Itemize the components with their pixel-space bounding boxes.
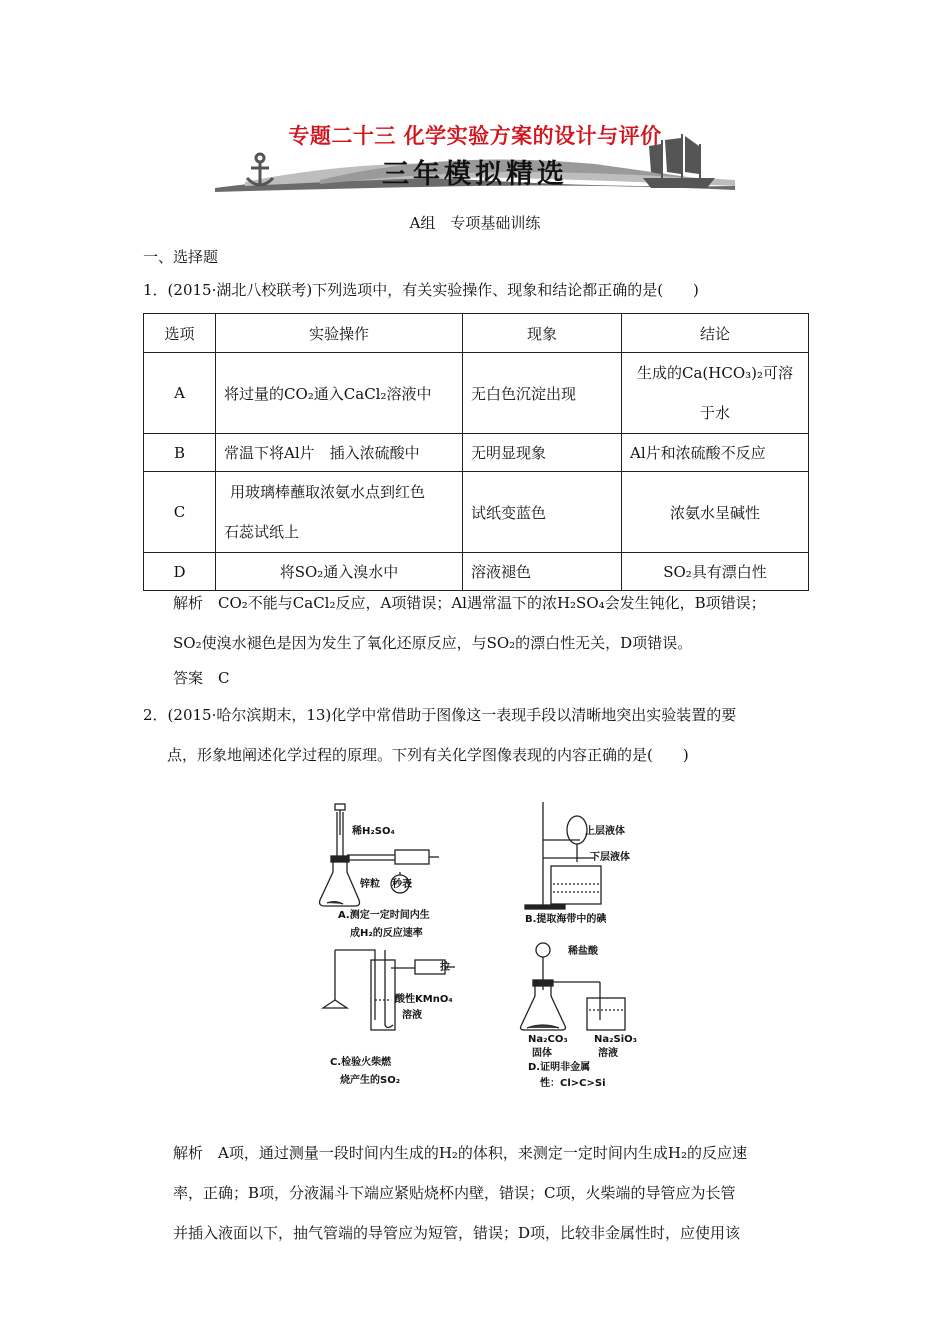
figure-label: 溶液 xyxy=(402,1010,422,1021)
conclusion-cell: 浓氨水呈碱性 xyxy=(622,472,809,553)
q1-analysis-line: 解析 CO₂不能与CaCl₂反应，A项错误；Al遇常温下的浓H₂SO₄会发生钝化，B项错误； xyxy=(173,594,766,612)
phenomenon-cell: 无明显现象 xyxy=(463,434,622,472)
section-heading: 一、选择题 xyxy=(143,248,219,266)
option-cell: A xyxy=(144,353,216,434)
figure-label: 溶液 xyxy=(598,1048,618,1059)
operation-cell: 常温下将Al片 插入浓硫酸中 xyxy=(216,434,463,472)
table-row xyxy=(144,472,809,553)
figure-caption: 性：Cl>C>Si xyxy=(540,1078,606,1089)
phenomenon-cell: 试纸变蓝色 xyxy=(463,472,622,553)
table-header-cell: 现象 xyxy=(463,314,622,353)
table-header-cell: 结论 xyxy=(622,314,809,353)
conclusion-cell: SO₂具有漂白性 xyxy=(622,553,809,591)
option-cell: D xyxy=(144,553,216,591)
phenomenon-cell: 溶液褪色 xyxy=(463,553,622,591)
q2-stem-line: 2．(2015·哈尔滨期末，13)化学中常借助于图像这一表现手段以清晰地突出实验装置的要 xyxy=(143,706,737,724)
option-cell: C xyxy=(144,472,216,553)
table-row xyxy=(144,353,809,434)
figure-label: 锌粒 xyxy=(360,879,380,890)
q1-analysis-line: SO₂使溴水褪色是因为发生了氧化还原反应，与SO₂的漂白性无关，D项错误。 xyxy=(173,634,693,652)
q2-stem-line: 点，形象地阐述化学过程的原理。下列有关化学图像表现的内容正确的是( ) xyxy=(167,746,689,764)
operation-cell xyxy=(216,472,463,553)
operation-cell: 将SO₂通入溴水中 xyxy=(216,553,463,591)
figure-label: 固体 xyxy=(532,1048,552,1059)
figure-label: Na₂SiO₃ xyxy=(594,1034,638,1045)
conclusion-line: 生成的Ca(HCO₃)₂可溶 xyxy=(636,364,793,382)
figure-label: 秒表 xyxy=(392,879,412,890)
q2-analysis-line: 解析 A项，通过测量一段时间内生成的H₂的体积，来测定一定时间内生成H₂的反应速 xyxy=(173,1144,748,1162)
table-header-cell: 实验操作 xyxy=(216,314,463,353)
q2-analysis-line: 率，正确；B项，分液漏斗下端应紧贴烧杯内壁，错误；C项，火柴端的导管应为长管 xyxy=(173,1184,736,1202)
conclusion-line: 于水 xyxy=(699,404,730,422)
q1-table xyxy=(143,313,809,591)
table-header-row xyxy=(144,314,809,353)
figure-caption: C.检验火柴燃 xyxy=(330,1057,392,1068)
table-header-cell: 选项 xyxy=(144,314,216,353)
figure-label: 稀盐酸 xyxy=(568,946,598,957)
figure-label: 酸性KMnO₄ xyxy=(395,994,453,1005)
figure-label: 稀H₂SO₄ xyxy=(352,826,395,837)
figure-caption: 烧产生的SO₂ xyxy=(340,1075,401,1086)
conclusion-cell: Al片和浓硫酸不反应 xyxy=(622,434,809,472)
operation-line: 石蕊试纸上 xyxy=(224,523,300,541)
q1-stem: 1．(2015·湖北八校联考)下列选项中，有关实验操作、现象和结论都正确的是( ) xyxy=(143,281,699,299)
page-subtitle: 三年模拟精选 xyxy=(382,159,568,190)
table-row xyxy=(144,434,809,472)
figure-caption: A.测定一定时间内生 xyxy=(338,910,430,921)
q2-analysis-line: 并插入液面以下，抽气管端的导管应为短管，错误；D项，比较非金属性时，应使用该 xyxy=(173,1224,741,1242)
page-title: 专题二十三 化学实验方案的设计与评价 xyxy=(288,124,662,148)
figure-label: 下层液体 xyxy=(590,852,630,863)
figure-label: Na₂CO₃ xyxy=(528,1034,568,1045)
option-cell: B xyxy=(144,434,216,472)
phenomenon-cell: 无白色沉淀出现 xyxy=(463,353,622,434)
figure-label: 拉 xyxy=(440,962,450,973)
figure-label: 上层液体 xyxy=(585,826,625,837)
figure-caption: 成H₂的反应速率 xyxy=(350,928,423,939)
q1-answer: 答案 C xyxy=(173,669,230,687)
figure-caption: D.证明非金属 xyxy=(528,1062,591,1073)
group-title: A组 专项基础训练 xyxy=(409,214,541,232)
figure-caption: B.提取海带中的碘 xyxy=(525,914,607,925)
operation-line: 用玻璃棒蘸取浓氨水点到红色 xyxy=(230,483,426,501)
table-row xyxy=(144,553,809,591)
operation-cell: 将过量的CO₂通入CaCl₂溶液中 xyxy=(216,353,463,434)
conclusion-cell xyxy=(622,353,809,434)
